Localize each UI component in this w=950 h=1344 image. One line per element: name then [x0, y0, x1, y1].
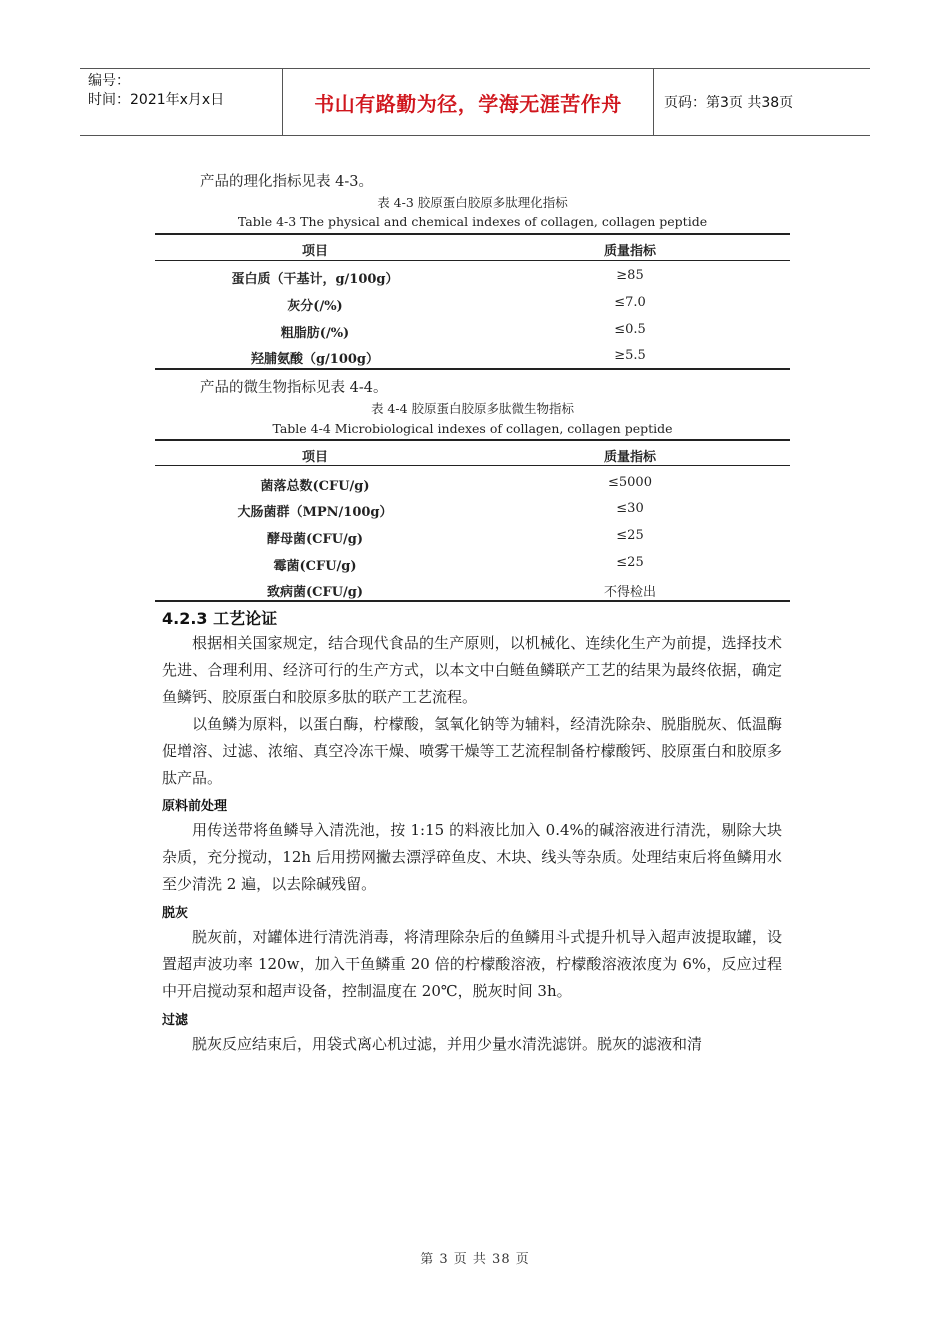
table1-row-value: ≤0.5	[614, 322, 646, 337]
table2-bottom-rule	[155, 600, 790, 602]
table1-row-item: 粗脂肪(/%)	[280, 326, 350, 341]
table2-header-item: 项目	[301, 450, 328, 465]
table1-top-rule	[155, 233, 790, 235]
subsection-text-filtration: 脱灰反应结束后，用袋式离心机过滤，并用少量水清洗滤饼。脱灰的滤液和清	[192, 1035, 703, 1053]
section-paragraph-1: 根据相关国家规定，结合现代食品的生产原则，以机械化、连续化生产为前提，选择技术先进、合理利用、经济可行的生产方式，以本文中白鲢鱼鳞联产工艺的结果为最终依据，确定鱼鳞钙、胶原蛋白和胶原多肽的联产工艺流程。	[162, 634, 782, 706]
table2-row-item: 致病菌(CFU/g)	[266, 585, 364, 600]
table1-row-item: 灰分(/%)	[287, 299, 343, 314]
table1-row-item: 羟脯氨酸（g/100g）	[250, 352, 380, 367]
table1-caption-cn: 表 4-3 胶原蛋白胶原多肽理化指标	[377, 195, 568, 210]
header-page-info: 页码：第3页 共38页	[664, 95, 794, 111]
section-paragraph-2: 以鱼鳞为原料，以蛋白酶，柠檬酸，氢氧化钠等为辅料，经清洗除杂、脱脂脱灰、低温酶促增溶、过滤、浓缩、真空冷冻干燥、喷雾干燥等工艺流程制备柠檬酸钙、胶原蛋白和胶原多肽产品。	[162, 715, 782, 787]
table1-bottom-rule	[155, 368, 790, 370]
table2-row-item: 大肠菌群（MPN/100g）	[237, 505, 393, 520]
table1-row-item: 蛋白质（干基计，g/100g）	[231, 272, 399, 287]
table2-top-rule	[155, 439, 790, 441]
table2-row-item: 霉菌(CFU/g)	[273, 559, 357, 574]
subsection-text-pretreatment: 用传送带将鱼鳞导入清洗池，按 1:15 的料液比加入 0.4%的碱溶液进行清洗，剔除大块杂质，充分搅动，12h 后用捞网撇去漂浮碎鱼皮、木块、线头等杂质。处理结束后将鱼鳞用水至少清洗 2 遍，以去除碱残留。	[162, 821, 782, 893]
table2-caption-en: Table 4-4 Microbiological indexes of collagen, collagen peptide	[272, 421, 673, 436]
section-title: 4.2.3 工艺论证	[162, 609, 278, 628]
table2-header-index: 质量指标	[603, 450, 656, 465]
table1-row-value: ≥5.5	[614, 348, 646, 363]
table1-header-index: 质量指标	[603, 244, 656, 259]
table2-row-value: ≤25	[616, 528, 644, 543]
time-label: 时间：2021年x月x日	[88, 92, 225, 108]
subsection-title-filtration: 过滤	[162, 1013, 189, 1028]
intro-table-4-4: 产品的微生物指标见表 4-4。	[200, 380, 388, 396]
table1-mid-rule	[155, 260, 790, 261]
table1-header-item: 项目	[301, 244, 328, 259]
page-header	[80, 68, 870, 136]
table2-row-value: 不得检出	[603, 585, 656, 600]
header-motto: 书山有路勤为径，学海无涯苦作舟	[282, 69, 654, 135]
table2-caption-cn: 表 4-4 胶原蛋白胶原多肽微生物指标	[370, 401, 575, 416]
header-meta	[80, 69, 282, 135]
intro-table-4-3: 产品的理化指标见表 4-3。	[200, 174, 373, 190]
table1-row-value: ≤7.0	[614, 295, 646, 310]
table2-row-item: 菌落总数(CFU/g)	[260, 479, 370, 494]
page-footer: 第 3 页 共 38 页	[420, 1252, 530, 1267]
table2-row-item: 酵母菌(CFU/g)	[266, 532, 364, 547]
subsection-text-deashing: 脱灰前，对罐体进行清洗消毒，将清理除杂后的鱼鳞用斗式提升机导入超声波提取罐，设置超声波功率 120w，加入干鱼鳞重 20 倍的柠檬酸溶液，柠檬酸溶液浓度为 6%，反应过程中开启搅动泵和超声设备，控制温度在 20℃，脱灰时间 3h。	[162, 928, 782, 1000]
table2-row-value: ≤30	[616, 501, 644, 516]
subsection-title-pretreatment: 原料前处理	[162, 799, 228, 814]
subsection-title-deashing: 脱灰	[162, 906, 189, 921]
table2-row-value: ≤25	[616, 555, 644, 570]
number-label: 编号：	[88, 73, 130, 89]
table2-mid-rule	[155, 465, 790, 466]
table1-row-value: ≥85	[616, 268, 644, 283]
table2-row-value: ≤5000	[608, 475, 652, 490]
table1-caption-en: Table 4-3 The physical and chemical indexes of collagen, collagen peptide	[237, 214, 708, 229]
